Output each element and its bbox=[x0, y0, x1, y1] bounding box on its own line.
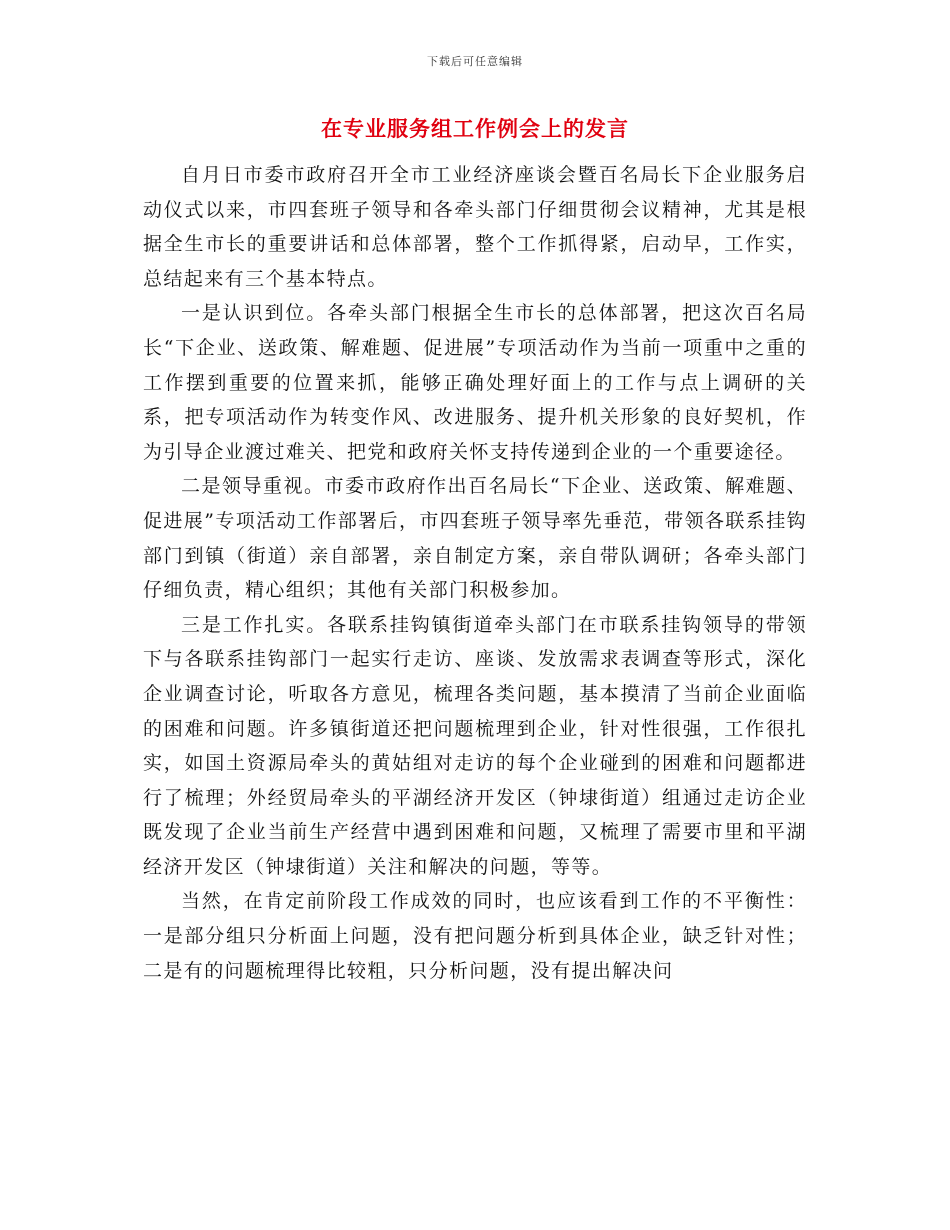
paragraph-point-one: 一是认识到位。各牵头部门根据全生市长的总体部署，把这次百名局长“下企业、送政策、解难题、促进展”专项活动作为当前一项重中之重的工作摆到重要的位置来抓，能够正确处理好面上的工作与点上调研的关系，把专项活动作为转变作风、改进服务、提升机关形象的良好契机，作为引导企业渡过难关、把党和政府关怀支持传递到企业的一个重要途径。 bbox=[143, 302, 807, 463]
paragraph-point-three: 三是工作扎实。各联系挂钩镇街道牵头部门在市联系挂钩领导的带领下与各联系挂钩部门一起实行走访、座谈、发放需求表调查等形式，深化企业调查讨论，听取各方意见，梳理各类问题，基本摸清了当前企业面临的困难和问题。许多镇街道还把问题梳理到企业，针对性很强，工作很扎实，如国土资源局牵头的黄姑组对走访的每个企业碰到的困难和问题都进行了梳理；外经贸局牵头的平湖经济开发区（钟埭街道）组通过走访企业既发现了企业当前生产经营中遇到困难和问题，又梳理了需要市里和平湖经济开发区（钟埭街道）关注和解决的问题，等等。 bbox=[143, 613, 807, 878]
document-body bbox=[143, 158, 807, 988]
paragraph-shortcomings: 当然，在肯定前阶段工作成效的同时，也应该看到工作的不平衡性：一是部分组只分析面上问题，没有把问题分析到具体企业，缺乏针对性；二是有的问题梳理得比较粗，只分析问题，没有提出解决问 bbox=[143, 890, 807, 982]
paragraph-point-two: 二是领导重视。市委市政府作出百名局长“下企业、送政策、解难题、促进展”专项活动工作部署后，市四套班子领导率先垂范，带领各联系挂钩部门到镇（街道）亲自部署，亲自制定方案，亲自带队调研；各牵头部门仔细负责，精心组织；其他有关部门积极参加。 bbox=[143, 475, 807, 602]
header-note: 下载后可任意编辑 bbox=[427, 55, 523, 68]
paragraph-intro: 自月日市委市政府召开全市工业经济座谈会暨百名局长下企业服务启动仪式以来，市四套班子领导和各牵头部门仔细贯彻会议精神，尤其是根据全生市长的重要讲话和总体部署，整个工作抓得紧，启动早，工作实，总结起来有三个基本特点。 bbox=[143, 164, 807, 290]
document-title: 在专业服务组工作例会上的发言 bbox=[321, 117, 629, 141]
